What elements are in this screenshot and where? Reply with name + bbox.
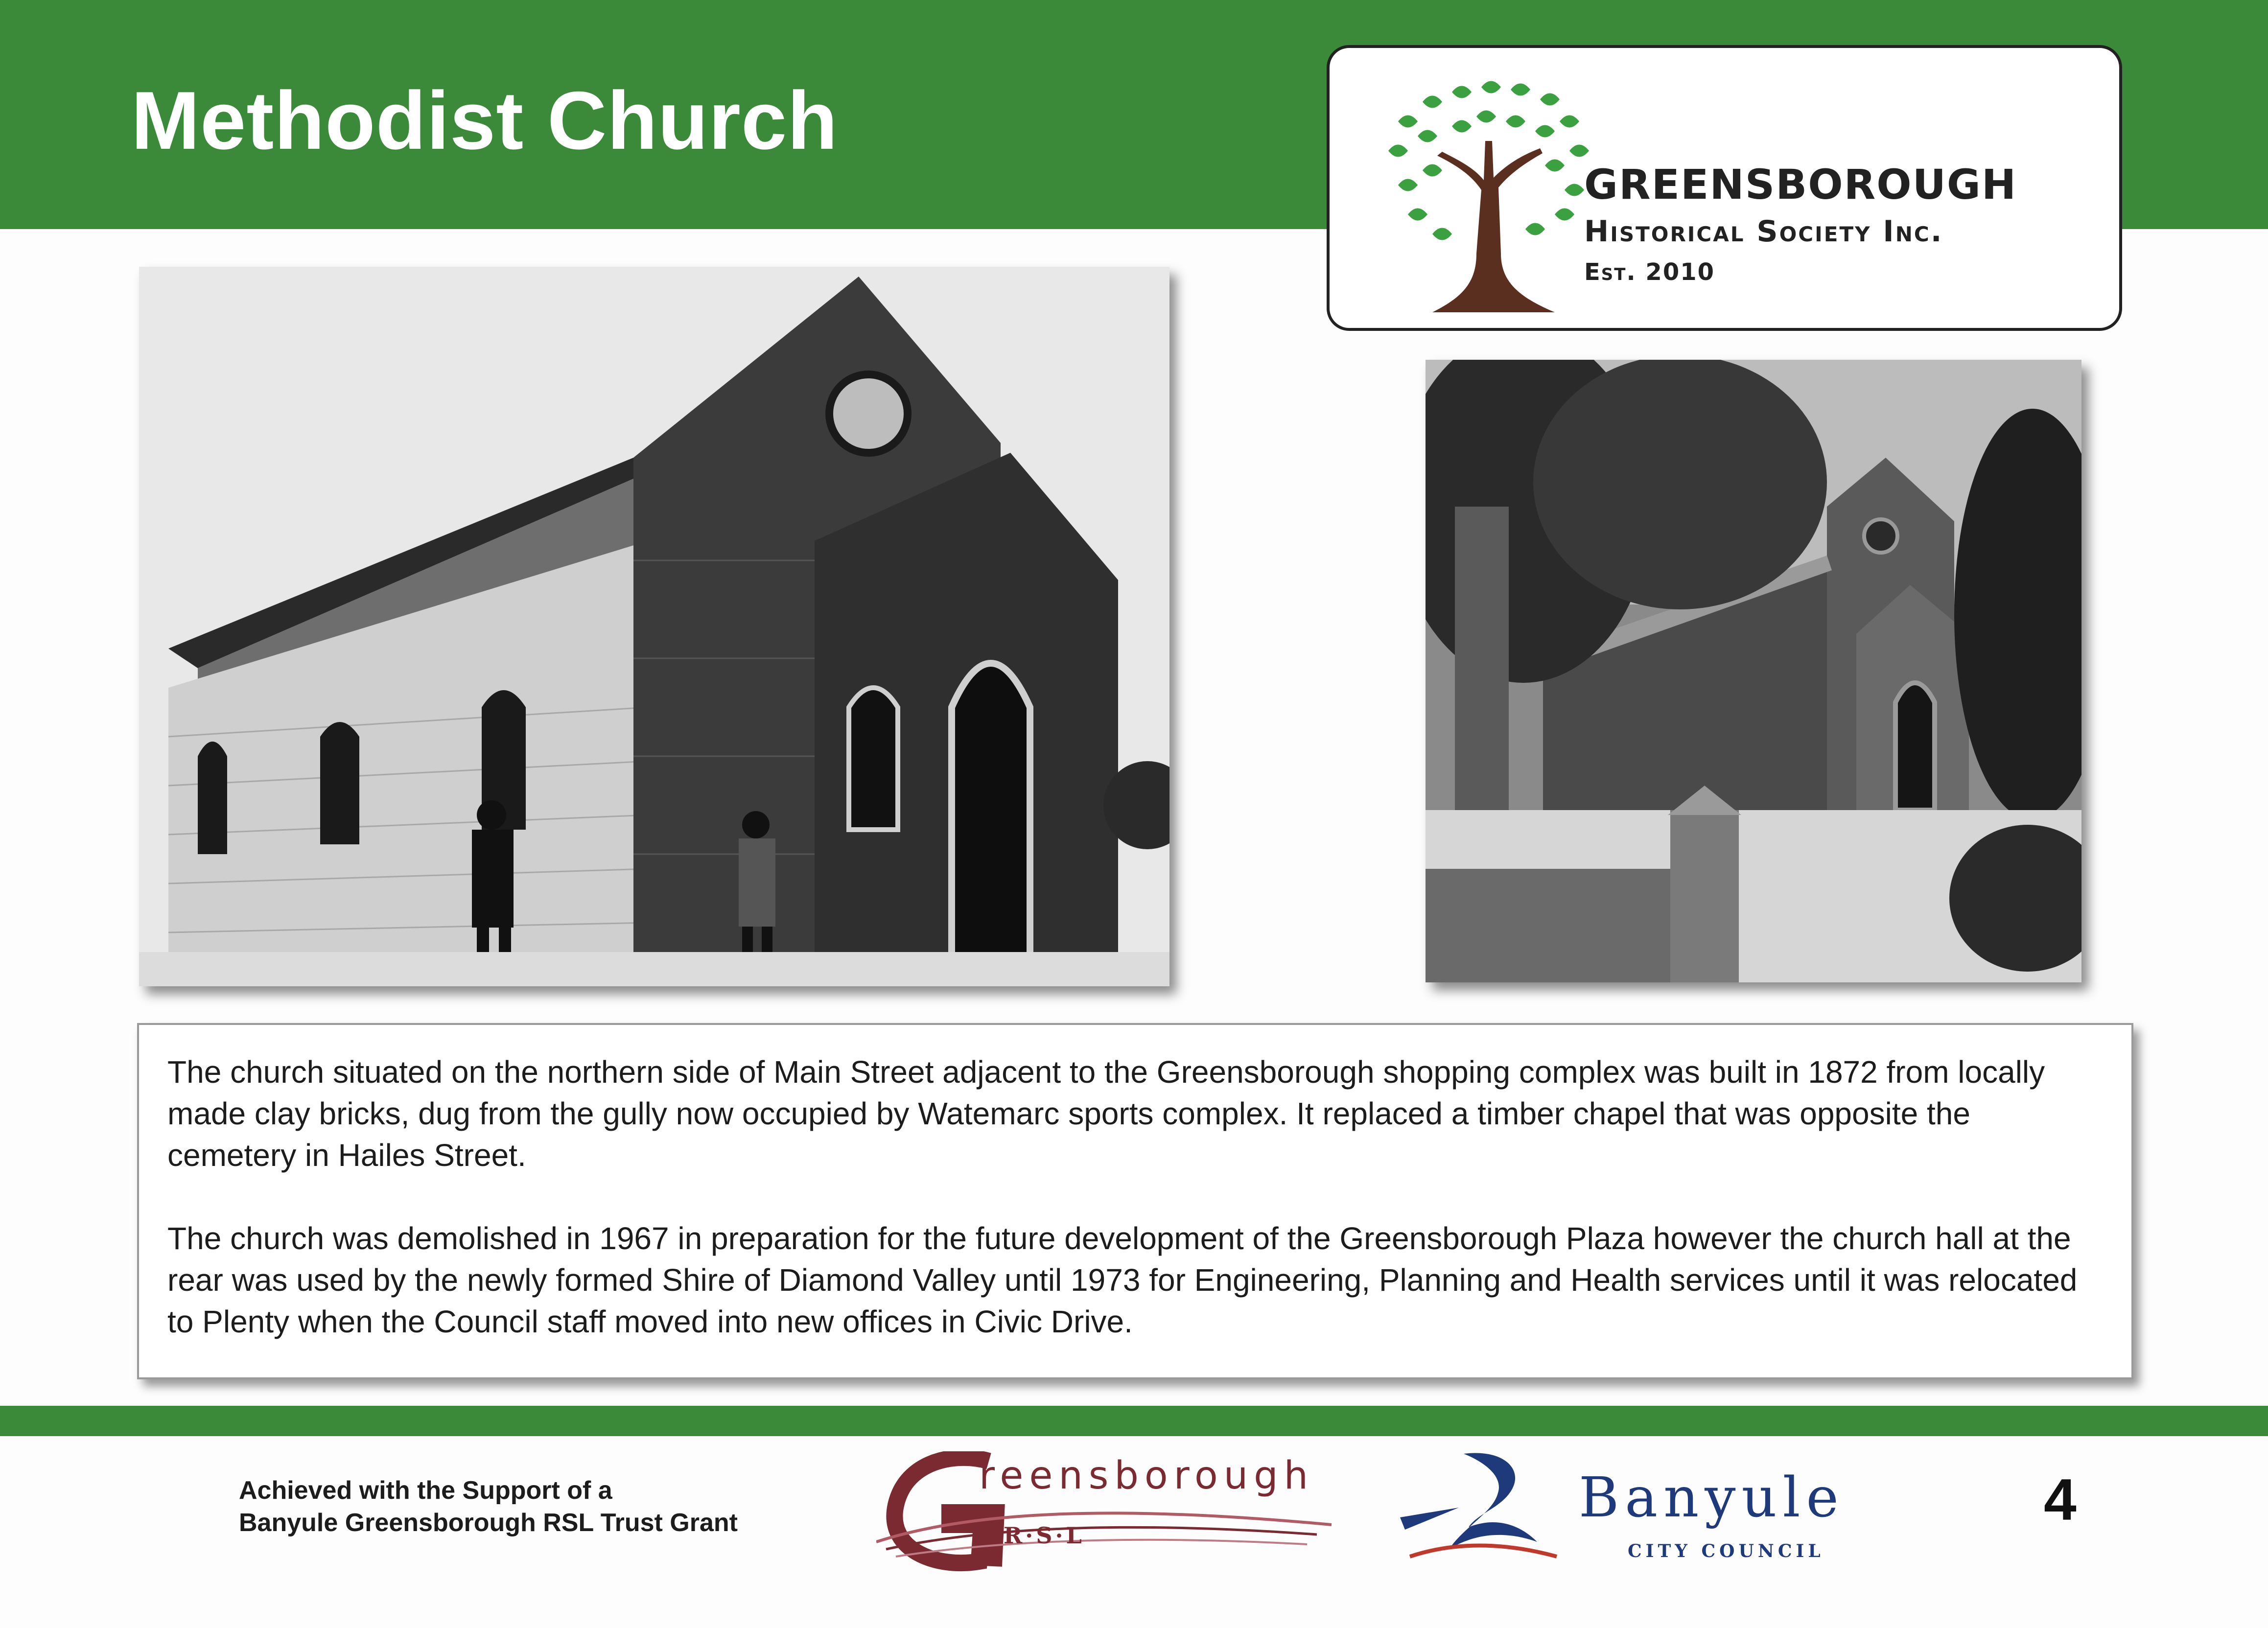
- banyule-bird-logo-icon: [1395, 1444, 1562, 1566]
- society-subtitle: Historical Society Inc.: [1584, 214, 1943, 249]
- church-among-trees-photo: [1426, 360, 2081, 982]
- banyule-label: CITY COUNCIL: [1628, 1541, 1824, 1561]
- rsl-wordmark: reensborough: [979, 1454, 1314, 1498]
- page-title: Methodist Church: [131, 74, 838, 166]
- description-box: [137, 1023, 2133, 1379]
- banyule-wordmark: Banyule: [1579, 1466, 1845, 1530]
- description-paragraph: The church was demolished in 1967 in preparation for the future development of the Greensborough Plaza however the church hall at the rear was used by the newly formed Shire of Diamond Valley until 1973 for Engineering, Planning and Health services until it was relocated to Plenty when the Council staff moved into new offices in Civic Drive.: [167, 1221, 2078, 1339]
- tree-icon: [1359, 68, 1613, 322]
- society-logo: [1327, 45, 2122, 331]
- rsl-label: R·S·L: [1004, 1522, 1085, 1549]
- footer-band: [0, 1406, 2268, 1436]
- description-paragraph: The church situated on the northern side of Main Street adjacent to the Greensborough shopping complex was built in 1872 from locally made clay bricks, dug from the gully now occupied by Watemarc sports complex. It replaced a timber chapel that was opposite the cemetery in Hailes Street.: [167, 1054, 2045, 1173]
- society-established: Est. 2010: [1584, 258, 1715, 286]
- historic-church-photo: [139, 267, 1169, 986]
- support-line: Achieved with the Support of a: [239, 1476, 612, 1505]
- page-number: 4: [2044, 1467, 2077, 1533]
- support-line: Banyule Greensborough RSL Trust Grant: [239, 1509, 738, 1537]
- support-statement: [239, 1474, 738, 1539]
- society-name: GREENSBOROUGH: [1584, 161, 2017, 209]
